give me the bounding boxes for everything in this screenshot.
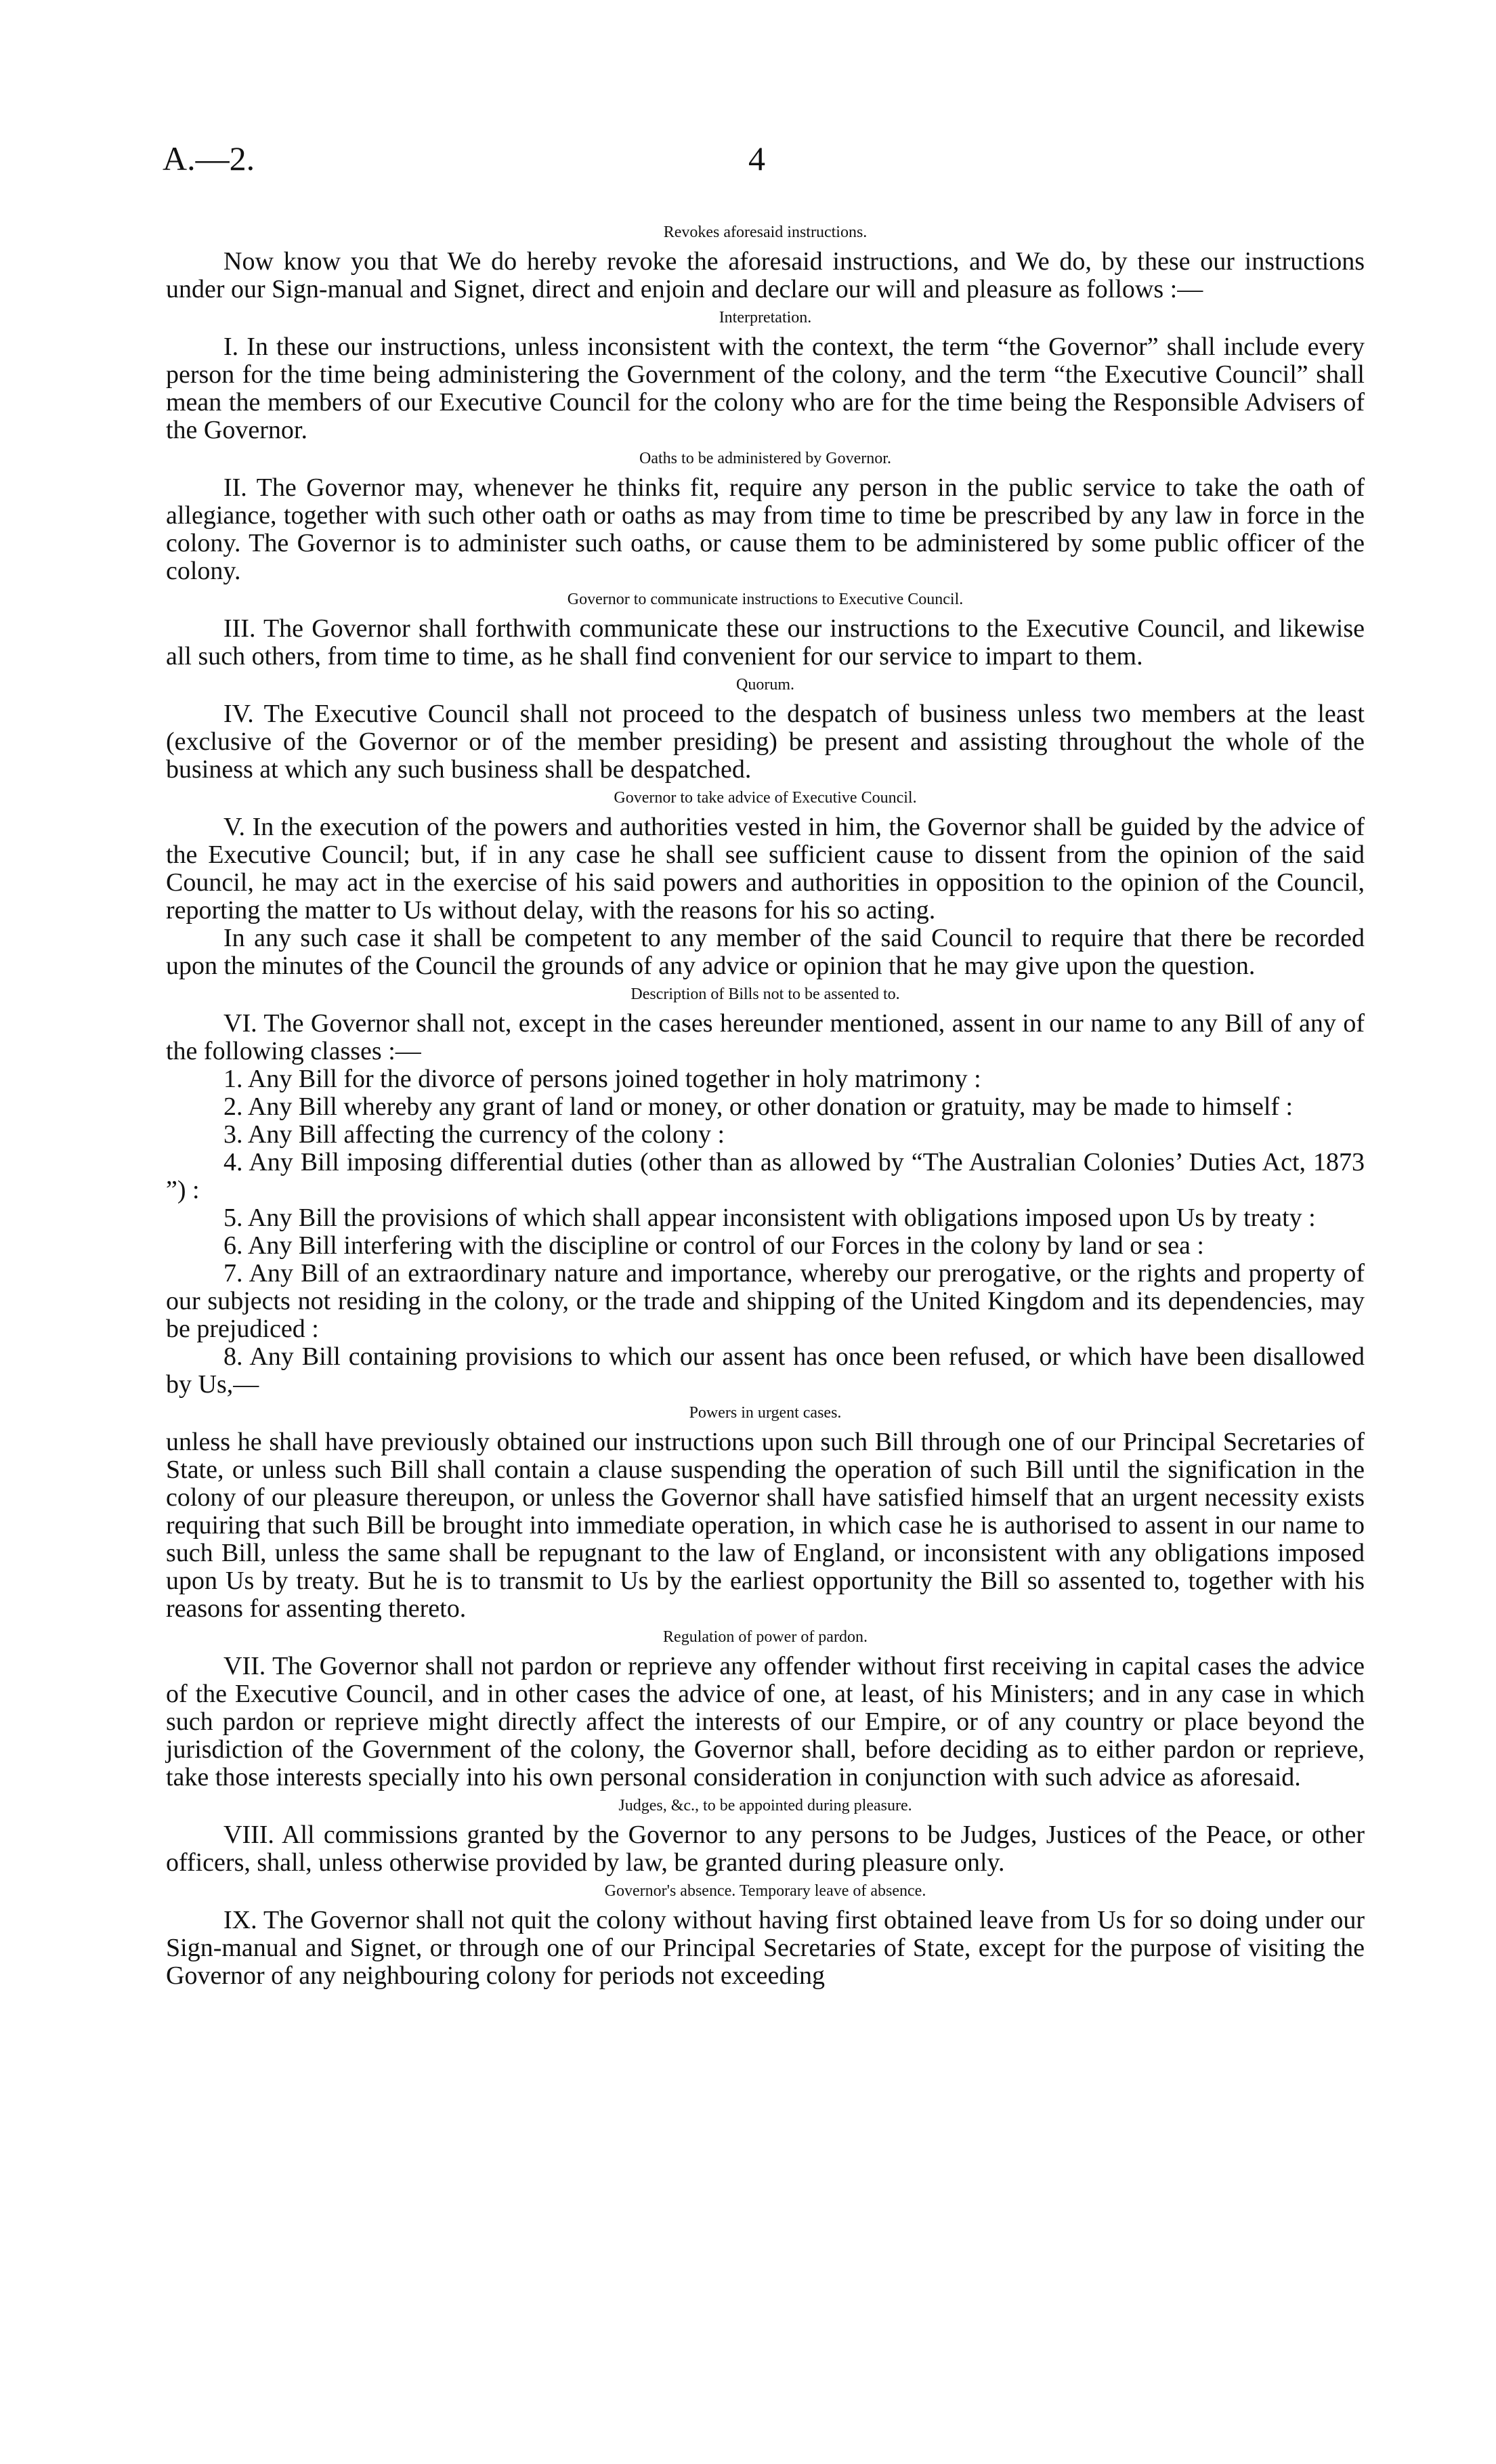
page-number: 4 [748,140,765,177]
paragraph: V. In the execution of the powers and authorities vested in him, the Governor shall be guided by the advice of the Executive Council; but, if in any case he shall see sufficient cause to dissent from the opinion of the said Council, he may act in the exercise of his said powers and authorities in opposition to the opinion of the Council, reporting the matter to Us without delay, with the reasons for his so acting. [166,813,1365,925]
marginal-heading: Governor to take advice of Executive Council. [614,789,917,807]
paragraph: 3. Any Bill affecting the currency of the colony : [223,1120,725,1149]
paragraph: 7. Any Bill of an extraordinary nature and importance, whereby our prerogative, or the rights and property of our subjects not residing in the colony, or the trade and shipping of the United Kingdom and its dependencies, may be prejudiced : [166,1259,1365,1343]
paragraph: In any such case it shall be competent to any member of the said Council to require that there be recorded upon the minutes of the Council the grounds of any advice or opinion that he may give upon the question. [166,924,1365,980]
paragraph: VI. The Governor shall not, except in the cases hereunder mentioned, assent in our name to any Bill of any of the following classes :— [166,1009,1365,1065]
marginal-heading: Oaths to be administered by Governor. [639,450,891,467]
paragraph: 2. Any Bill whereby any grant of land or money, or other donation or gratuity, may be made to himself : [223,1092,1294,1121]
marginal-heading: Interpretation. [719,309,812,326]
paragraph: unless he shall have previously obtained our instructions upon such Bill through one of our Principal Secretaries of State, or unless such Bill shall contain a clause suspending the operation of such Bill until the signification in the colony of our pleasure thereupon, or unless the Governor shall have satisfied himself that an urgent necessity exists requiring that such Bill be brought into immediate operation, in which case he is authorised to assent in our name to such Bill, unless the same shall be repugnant to the law of England, or inconsistent with any obligations imposed upon Us by treaty. But he is to transmit to Us by the earliest opportunity the Bill so assented to, together with his reasons for assenting thereto. [166,1428,1365,1623]
marginal-heading: Revokes aforesaid instructions. [663,224,868,241]
marginal-heading: Regulation of power of pardon. [663,1628,868,1646]
paragraph: VIII. All commissions granted by the Governor to any persons to be Judges, Justices of the Peace, or other officers, shall, unless otherwise provided by law, be granted during pleasure only. [166,1821,1365,1877]
paragraph: III. The Governor shall forthwith communicate these our instructions to the Executive Council, and likewise all such others, from time to time, as he shall find convenient for our service to impart to them. [166,614,1365,671]
paragraph: 8. Any Bill containing provisions to which our assent has once been refused, or which have been disallowed by Us,— [166,1342,1365,1399]
document-series-code: A.—2. [163,140,255,177]
marginal-heading: Description of Bills not to be assented to. [631,985,900,1003]
document-body [166,218,1365,1990]
marginal-heading: Judges, &c., to be appointed during pleasure. [618,1797,912,1814]
marginal-heading: Governor to communicate instructions to Executive Council. [567,591,964,608]
paragraph: IX. The Governor shall not quit the colony without having first obtained leave from Us for so doing under our Sign-manual and Signet, or through one of our Principal Secretaries of State, except for the purpose of visiting the Governor of any neighbouring colony for periods not exceeding [166,1906,1365,1990]
marginal-heading: Governor's absence. Temporary leave of absence. [604,1882,926,1900]
marginal-heading: Quorum. [736,676,794,694]
marginal-heading: Powers in urgent cases. [689,1404,842,1422]
paragraph: IV. The Executive Council shall not proceed to the despatch of business unless two members at the least (exclusive of the Governor or of the member presiding) be present and assisting throughout the whole of the business at which any such business shall be despatched. [166,700,1365,784]
paragraph: II. The Governor may, whenever he thinks fit, require any person in the public service to take the oath of allegiance, together with such other oath or oaths as may from time to time be prescribed by any law in force in the colony. The Governor is to administer such oaths, or cause them to be administered by some public officer of the colony. [166,473,1365,585]
paragraph: 5. Any Bill the provisions of which shall appear inconsistent with obligations imposed upon Us by treaty : [223,1204,1316,1232]
paragraph: 1. Any Bill for the divorce of persons joined together in holy matrimony : [223,1065,981,1093]
paragraph: I. In these our instructions, unless inconsistent with the context, the term “the Governor” shall include every person for the time being administering the Government of the colony, and the term “the Executive Council” shall mean the members of our Executive Council for the colony who are for the time being the Responsible Advisers of the Governor. [166,333,1365,444]
paragraph: 4. Any Bill imposing differential duties (other than as allowed by “The Australian Colonies’ Duties Act, 1873 ”) : [166,1148,1365,1204]
paragraph: VII. The Governor shall not pardon or reprieve any offender without first receiving in capital cases the advice of the Executive Council, and in other cases the advice of one, at least, of his Ministers; and in any case in which such pardon or reprieve might directly affect the interests of our Empire, or of any country or place beyond the jurisdiction of the Government of the colony, the Governor shall, before deciding as to either pardon or reprieve, take those interests specially into his own personal consideration in conjunction with such advice as aforesaid. [166,1652,1365,1791]
paragraph: Now know you that We do hereby revoke the aforesaid instructions, and We do, by these our instructions under our Sign-manual and Signet, direct and enjoin and declare our will and pleasure as follows :— [166,247,1365,303]
paragraph: 6. Any Bill interfering with the discipline or control of our Forces in the colony by land or sea : [223,1231,1204,1260]
